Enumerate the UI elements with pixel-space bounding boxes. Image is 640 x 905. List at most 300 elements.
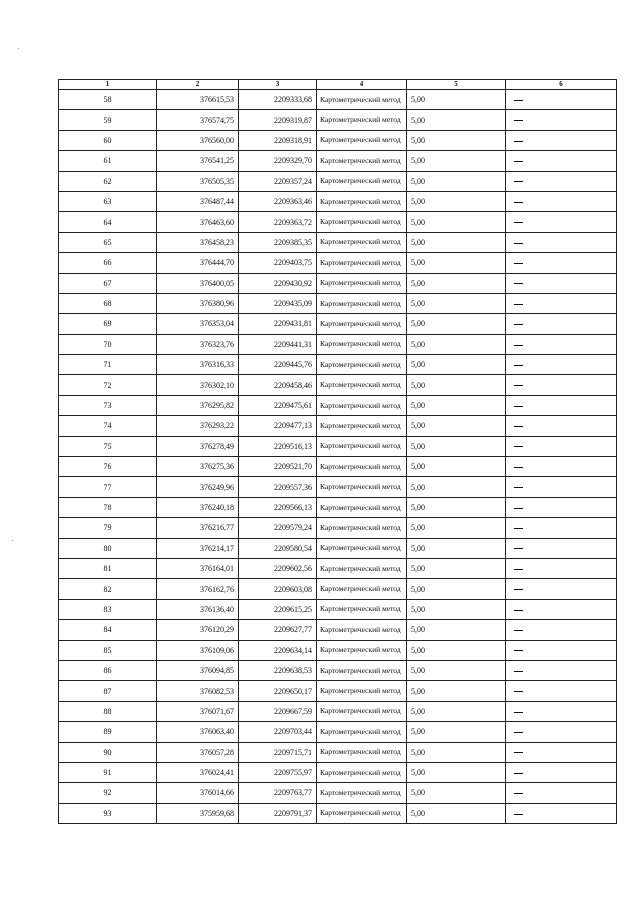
- method-cell: Картометрический метод: [317, 783, 407, 803]
- x-coordinate-cell: 376063,40: [157, 722, 239, 742]
- table-row: [59, 599, 617, 619]
- x-coordinate-cell: 376057,28: [157, 742, 239, 762]
- accuracy-cell: 5,00: [407, 90, 506, 110]
- point-number-cell: 93: [59, 803, 157, 823]
- accuracy-cell: 5,00: [407, 253, 506, 273]
- point-number-cell: 86: [59, 660, 157, 680]
- x-coordinate-cell: 376444,70: [157, 253, 239, 273]
- x-coordinate-cell: 376302,10: [157, 375, 239, 395]
- table-header-row: [59, 80, 617, 90]
- point-number-cell: 77: [59, 477, 157, 497]
- method-cell: Картометрический метод: [317, 518, 407, 538]
- method-cell: Картометрический метод: [317, 273, 407, 293]
- accuracy-cell: 5,00: [407, 416, 506, 436]
- y-coordinate-cell: 2209791,37: [239, 803, 317, 823]
- method-cell: Картометрический метод: [317, 497, 407, 517]
- x-coordinate-cell: 376024,41: [157, 762, 239, 782]
- point-number-cell: 68: [59, 293, 157, 313]
- header-col-5: 5: [407, 80, 506, 90]
- table-body: [59, 90, 617, 824]
- method-cell: Картометрический метод: [317, 90, 407, 110]
- x-coordinate-cell: 376316,33: [157, 355, 239, 375]
- dash-mark: [514, 671, 523, 672]
- point-number-cell: 92: [59, 783, 157, 803]
- dash-mark: [514, 732, 523, 733]
- note-text: [523, 381, 524, 382]
- y-coordinate-cell: 2209516,13: [239, 436, 317, 456]
- dash-mark: [514, 283, 523, 284]
- accuracy-cell: 5,00: [407, 212, 506, 232]
- method-cell: Картометрический метод: [317, 110, 407, 130]
- x-coordinate-cell: 376071,67: [157, 701, 239, 721]
- accuracy-cell: 5,00: [407, 232, 506, 252]
- point-number-cell: 78: [59, 497, 157, 517]
- note-text: [523, 462, 524, 463]
- table-row: [59, 130, 617, 150]
- point-number-cell: 85: [59, 640, 157, 660]
- x-coordinate-cell: 376164,01: [157, 558, 239, 578]
- method-cell: Картометрический метод: [317, 130, 407, 150]
- table-row: [59, 660, 617, 680]
- x-coordinate-cell: 376214,17: [157, 538, 239, 558]
- method-cell: Картометрический метод: [317, 803, 407, 823]
- accuracy-cell: 5,00: [407, 355, 506, 375]
- note-cell: [506, 151, 617, 171]
- point-number-cell: 58: [59, 90, 157, 110]
- point-number-cell: 90: [59, 742, 157, 762]
- table-row: [59, 783, 617, 803]
- note-cell: [506, 416, 617, 436]
- y-coordinate-cell: 2209445,76: [239, 355, 317, 375]
- y-coordinate-cell: 2209403,75: [239, 253, 317, 273]
- method-cell: Картометрический метод: [317, 579, 407, 599]
- x-coordinate-cell: 376120,29: [157, 620, 239, 640]
- method-cell: Картометрический метод: [317, 375, 407, 395]
- table-row: [59, 273, 617, 293]
- method-cell: Картометрический метод: [317, 742, 407, 762]
- x-coordinate-cell: 376136,40: [157, 599, 239, 619]
- table-row: [59, 701, 617, 721]
- point-number-cell: 82: [59, 579, 157, 599]
- table-row: [59, 212, 617, 232]
- table-row: [59, 457, 617, 477]
- x-coordinate-cell: 376275,36: [157, 457, 239, 477]
- point-number-cell: 74: [59, 416, 157, 436]
- note-cell: [506, 191, 617, 211]
- x-coordinate-cell: 376487,44: [157, 191, 239, 211]
- point-number-cell: 60: [59, 130, 157, 150]
- dash-mark: [514, 385, 523, 386]
- method-cell: Картометрический метод: [317, 762, 407, 782]
- note-text: [523, 421, 524, 422]
- table-row: [59, 762, 617, 782]
- table-row: [59, 803, 617, 823]
- method-cell: Картометрический метод: [317, 191, 407, 211]
- y-coordinate-cell: 2209763,77: [239, 783, 317, 803]
- note-cell: [506, 762, 617, 782]
- table-row: [59, 171, 617, 191]
- note-cell: [506, 293, 617, 313]
- y-coordinate-cell: 2209715,71: [239, 742, 317, 762]
- point-number-cell: 61: [59, 151, 157, 171]
- dash-mark: [514, 243, 523, 244]
- note-cell: [506, 803, 617, 823]
- note-cell: [506, 620, 617, 640]
- note-cell: [506, 232, 617, 252]
- y-coordinate-cell: 2209329,70: [239, 151, 317, 171]
- x-coordinate-cell: 376249,96: [157, 477, 239, 497]
- dash-mark: [514, 100, 523, 101]
- y-coordinate-cell: 2209430,92: [239, 273, 317, 293]
- method-cell: Картометрический метод: [317, 660, 407, 680]
- note-cell: [506, 783, 617, 803]
- y-coordinate-cell: 2209363,46: [239, 191, 317, 211]
- dash-mark: [514, 650, 523, 651]
- table-row: [59, 416, 617, 436]
- note-text: [523, 136, 524, 137]
- note-cell: [506, 436, 617, 456]
- method-cell: Картометрический метод: [317, 334, 407, 354]
- point-number-cell: 91: [59, 762, 157, 782]
- y-coordinate-cell: 2209615,25: [239, 599, 317, 619]
- dash-mark: [514, 304, 523, 305]
- y-coordinate-cell: 2209458,46: [239, 375, 317, 395]
- accuracy-cell: 5,00: [407, 538, 506, 558]
- coordinates-table: [58, 79, 617, 824]
- table-row: [59, 110, 617, 130]
- scan-speck: [18, 48, 19, 49]
- method-cell: Картометрический метод: [317, 477, 407, 497]
- x-coordinate-cell: 376278,49: [157, 436, 239, 456]
- x-coordinate-cell: 376240,18: [157, 497, 239, 517]
- table-row: [59, 355, 617, 375]
- accuracy-cell: 5,00: [407, 579, 506, 599]
- y-coordinate-cell: 2209557,36: [239, 477, 317, 497]
- accuracy-cell: 5,00: [407, 742, 506, 762]
- method-cell: Картометрический метод: [317, 293, 407, 313]
- note-cell: [506, 558, 617, 578]
- x-coordinate-cell: 376400,05: [157, 273, 239, 293]
- dash-mark: [514, 202, 523, 203]
- method-cell: Картометрический метод: [317, 599, 407, 619]
- header-col-6: 6: [506, 80, 617, 90]
- point-number-cell: 63: [59, 191, 157, 211]
- table-row: [59, 314, 617, 334]
- y-coordinate-cell: 2209627,77: [239, 620, 317, 640]
- accuracy-cell: 5,00: [407, 518, 506, 538]
- dash-mark: [514, 691, 523, 692]
- note-cell: [506, 518, 617, 538]
- accuracy-cell: 5,00: [407, 497, 506, 517]
- x-coordinate-cell: 376293,22: [157, 416, 239, 436]
- y-coordinate-cell: 2209667,59: [239, 701, 317, 721]
- method-cell: Картометрический метод: [317, 314, 407, 334]
- table-row: [59, 232, 617, 252]
- point-number-cell: 76: [59, 457, 157, 477]
- method-cell: Картометрический метод: [317, 701, 407, 721]
- point-number-cell: 75: [59, 436, 157, 456]
- accuracy-cell: 5,00: [407, 436, 506, 456]
- dash-mark: [514, 467, 523, 468]
- note-cell: [506, 538, 617, 558]
- note-text: [523, 238, 524, 239]
- dash-mark: [514, 120, 523, 121]
- note-cell: [506, 171, 617, 191]
- note-text: [523, 279, 524, 280]
- dash-mark: [514, 406, 523, 407]
- accuracy-cell: 5,00: [407, 783, 506, 803]
- y-coordinate-cell: 2209566,13: [239, 497, 317, 517]
- x-coordinate-cell: 376463,60: [157, 212, 239, 232]
- y-coordinate-cell: 2209441,31: [239, 334, 317, 354]
- header-col-1: 1: [59, 80, 157, 90]
- note-text: [523, 788, 524, 789]
- note-text: [523, 605, 524, 606]
- accuracy-cell: 5,00: [407, 273, 506, 293]
- accuracy-cell: 5,00: [407, 722, 506, 742]
- point-number-cell: 70: [59, 334, 157, 354]
- dash-mark: [514, 181, 523, 182]
- note-cell: [506, 212, 617, 232]
- dash-mark: [514, 752, 523, 753]
- note-cell: [506, 110, 617, 130]
- table-row: [59, 579, 617, 599]
- point-number-cell: 69: [59, 314, 157, 334]
- note-text: [523, 523, 524, 524]
- point-number-cell: 64: [59, 212, 157, 232]
- note-cell: [506, 701, 617, 721]
- note-text: [523, 442, 524, 443]
- note-cell: [506, 253, 617, 273]
- dash-mark: [514, 793, 523, 794]
- note-text: [523, 401, 524, 402]
- x-coordinate-cell: 376574,75: [157, 110, 239, 130]
- table-row: [59, 293, 617, 313]
- y-coordinate-cell: 2209333,68: [239, 90, 317, 110]
- dash-mark: [514, 141, 523, 142]
- y-coordinate-cell: 2209755,97: [239, 762, 317, 782]
- note-text: [523, 809, 524, 810]
- accuracy-cell: 5,00: [407, 640, 506, 660]
- note-text: [523, 177, 524, 178]
- method-cell: Картометрический метод: [317, 355, 407, 375]
- table-row: [59, 90, 617, 110]
- y-coordinate-cell: 2209650,17: [239, 681, 317, 701]
- x-coordinate-cell: 376109,06: [157, 640, 239, 660]
- method-cell: Картометрический метод: [317, 640, 407, 660]
- y-coordinate-cell: 2209363,72: [239, 212, 317, 232]
- point-number-cell: 88: [59, 701, 157, 721]
- note-text: [523, 340, 524, 341]
- table-row: [59, 151, 617, 171]
- method-cell: Картометрический метод: [317, 457, 407, 477]
- x-coordinate-cell: 376094,85: [157, 660, 239, 680]
- note-cell: [506, 334, 617, 354]
- table-row: [59, 640, 617, 660]
- y-coordinate-cell: 2209638,53: [239, 660, 317, 680]
- dash-mark: [514, 528, 523, 529]
- y-coordinate-cell: 2209385,35: [239, 232, 317, 252]
- x-coordinate-cell: 376458,23: [157, 232, 239, 252]
- accuracy-cell: 5,00: [407, 191, 506, 211]
- y-coordinate-cell: 2209603,08: [239, 579, 317, 599]
- note-cell: [506, 660, 617, 680]
- note-text: [523, 768, 524, 769]
- y-coordinate-cell: 2209431,81: [239, 314, 317, 334]
- y-coordinate-cell: 2209357,24: [239, 171, 317, 191]
- method-cell: Картометрический метод: [317, 253, 407, 273]
- header-col-2: 2: [157, 80, 239, 90]
- point-number-cell: 62: [59, 171, 157, 191]
- note-text: [523, 360, 524, 361]
- point-number-cell: 72: [59, 375, 157, 395]
- note-text: [523, 319, 524, 320]
- dash-mark: [514, 508, 523, 509]
- accuracy-cell: 5,00: [407, 151, 506, 171]
- note-text: [523, 197, 524, 198]
- dash-mark: [514, 487, 523, 488]
- point-number-cell: 87: [59, 681, 157, 701]
- table-row: [59, 477, 617, 497]
- accuracy-cell: 5,00: [407, 457, 506, 477]
- table-row: [59, 681, 617, 701]
- note-cell: [506, 314, 617, 334]
- method-cell: Картометрический метод: [317, 620, 407, 640]
- x-coordinate-cell: 376295,82: [157, 395, 239, 415]
- note-text: [523, 707, 524, 708]
- x-coordinate-cell: 376353,04: [157, 314, 239, 334]
- dash-mark: [514, 712, 523, 713]
- dash-mark: [514, 589, 523, 590]
- table-row: [59, 497, 617, 517]
- point-number-cell: 81: [59, 558, 157, 578]
- point-number-cell: 79: [59, 518, 157, 538]
- accuracy-cell: 5,00: [407, 130, 506, 150]
- accuracy-cell: 5,00: [407, 599, 506, 619]
- note-cell: [506, 395, 617, 415]
- table-row: [59, 518, 617, 538]
- dash-mark: [514, 446, 523, 447]
- table-row: [59, 558, 617, 578]
- table-row: [59, 436, 617, 456]
- table-row: [59, 722, 617, 742]
- dash-mark: [514, 222, 523, 223]
- point-number-cell: 83: [59, 599, 157, 619]
- x-coordinate-cell: 376380,96: [157, 293, 239, 313]
- note-cell: [506, 722, 617, 742]
- method-cell: Картометрический метод: [317, 538, 407, 558]
- note-text: [523, 299, 524, 300]
- method-cell: Картометрический метод: [317, 722, 407, 742]
- note-cell: [506, 355, 617, 375]
- dash-mark: [514, 161, 523, 162]
- accuracy-cell: 5,00: [407, 293, 506, 313]
- header-col-4: 4: [317, 80, 407, 90]
- point-number-cell: 80: [59, 538, 157, 558]
- method-cell: Картометрический метод: [317, 395, 407, 415]
- y-coordinate-cell: 2209602,56: [239, 558, 317, 578]
- x-coordinate-cell: 376615,53: [157, 90, 239, 110]
- table-row: [59, 620, 617, 640]
- note-cell: [506, 375, 617, 395]
- x-coordinate-cell: 376162,76: [157, 579, 239, 599]
- x-coordinate-cell: 376505,35: [157, 171, 239, 191]
- note-text: [523, 727, 524, 728]
- note-text: [523, 544, 524, 545]
- point-number-cell: 59: [59, 110, 157, 130]
- dash-mark: [514, 548, 523, 549]
- method-cell: Картометрический метод: [317, 416, 407, 436]
- note-cell: [506, 742, 617, 762]
- x-coordinate-cell: 375959,68: [157, 803, 239, 823]
- dash-mark: [514, 365, 523, 366]
- x-coordinate-cell: 376014,66: [157, 783, 239, 803]
- accuracy-cell: 5,00: [407, 620, 506, 640]
- note-text: [523, 218, 524, 219]
- y-coordinate-cell: 2209435,09: [239, 293, 317, 313]
- method-cell: Картометрический метод: [317, 151, 407, 171]
- header-col-3: 3: [239, 80, 317, 90]
- note-text: [523, 503, 524, 504]
- note-text: [523, 585, 524, 586]
- note-text: [523, 625, 524, 626]
- dash-mark: [514, 263, 523, 264]
- note-text: [523, 156, 524, 157]
- accuracy-cell: 5,00: [407, 660, 506, 680]
- point-number-cell: 67: [59, 273, 157, 293]
- note-text: [523, 483, 524, 484]
- accuracy-cell: 5,00: [407, 681, 506, 701]
- note-cell: [506, 477, 617, 497]
- note-cell: [506, 90, 617, 110]
- note-text: [523, 748, 524, 749]
- table-row: [59, 191, 617, 211]
- coordinates-table-sheet: [58, 79, 610, 824]
- accuracy-cell: 5,00: [407, 314, 506, 334]
- accuracy-cell: 5,00: [407, 558, 506, 578]
- method-cell: Картометрический метод: [317, 232, 407, 252]
- accuracy-cell: 5,00: [407, 334, 506, 354]
- note-text: [523, 564, 524, 565]
- point-number-cell: 73: [59, 395, 157, 415]
- table-row: [59, 538, 617, 558]
- table-row: [59, 253, 617, 273]
- note-text: [523, 687, 524, 688]
- method-cell: Картометрический метод: [317, 436, 407, 456]
- scan-speck: [12, 540, 13, 541]
- point-number-cell: 84: [59, 620, 157, 640]
- method-cell: Картометрический метод: [317, 558, 407, 578]
- note-text: [523, 666, 524, 667]
- y-coordinate-cell: 2209579,24: [239, 518, 317, 538]
- note-cell: [506, 640, 617, 660]
- accuracy-cell: 5,00: [407, 762, 506, 782]
- accuracy-cell: 5,00: [407, 701, 506, 721]
- y-coordinate-cell: 2209580,54: [239, 538, 317, 558]
- dash-mark: [514, 630, 523, 631]
- accuracy-cell: 5,00: [407, 477, 506, 497]
- note-cell: [506, 273, 617, 293]
- note-text: [523, 646, 524, 647]
- method-cell: Картометрический метод: [317, 212, 407, 232]
- y-coordinate-cell: 2209477,13: [239, 416, 317, 436]
- x-coordinate-cell: 376082,53: [157, 681, 239, 701]
- note-text: [523, 258, 524, 259]
- accuracy-cell: 5,00: [407, 803, 506, 823]
- accuracy-cell: 5,00: [407, 395, 506, 415]
- dash-mark: [514, 324, 523, 325]
- x-coordinate-cell: 376216,77: [157, 518, 239, 538]
